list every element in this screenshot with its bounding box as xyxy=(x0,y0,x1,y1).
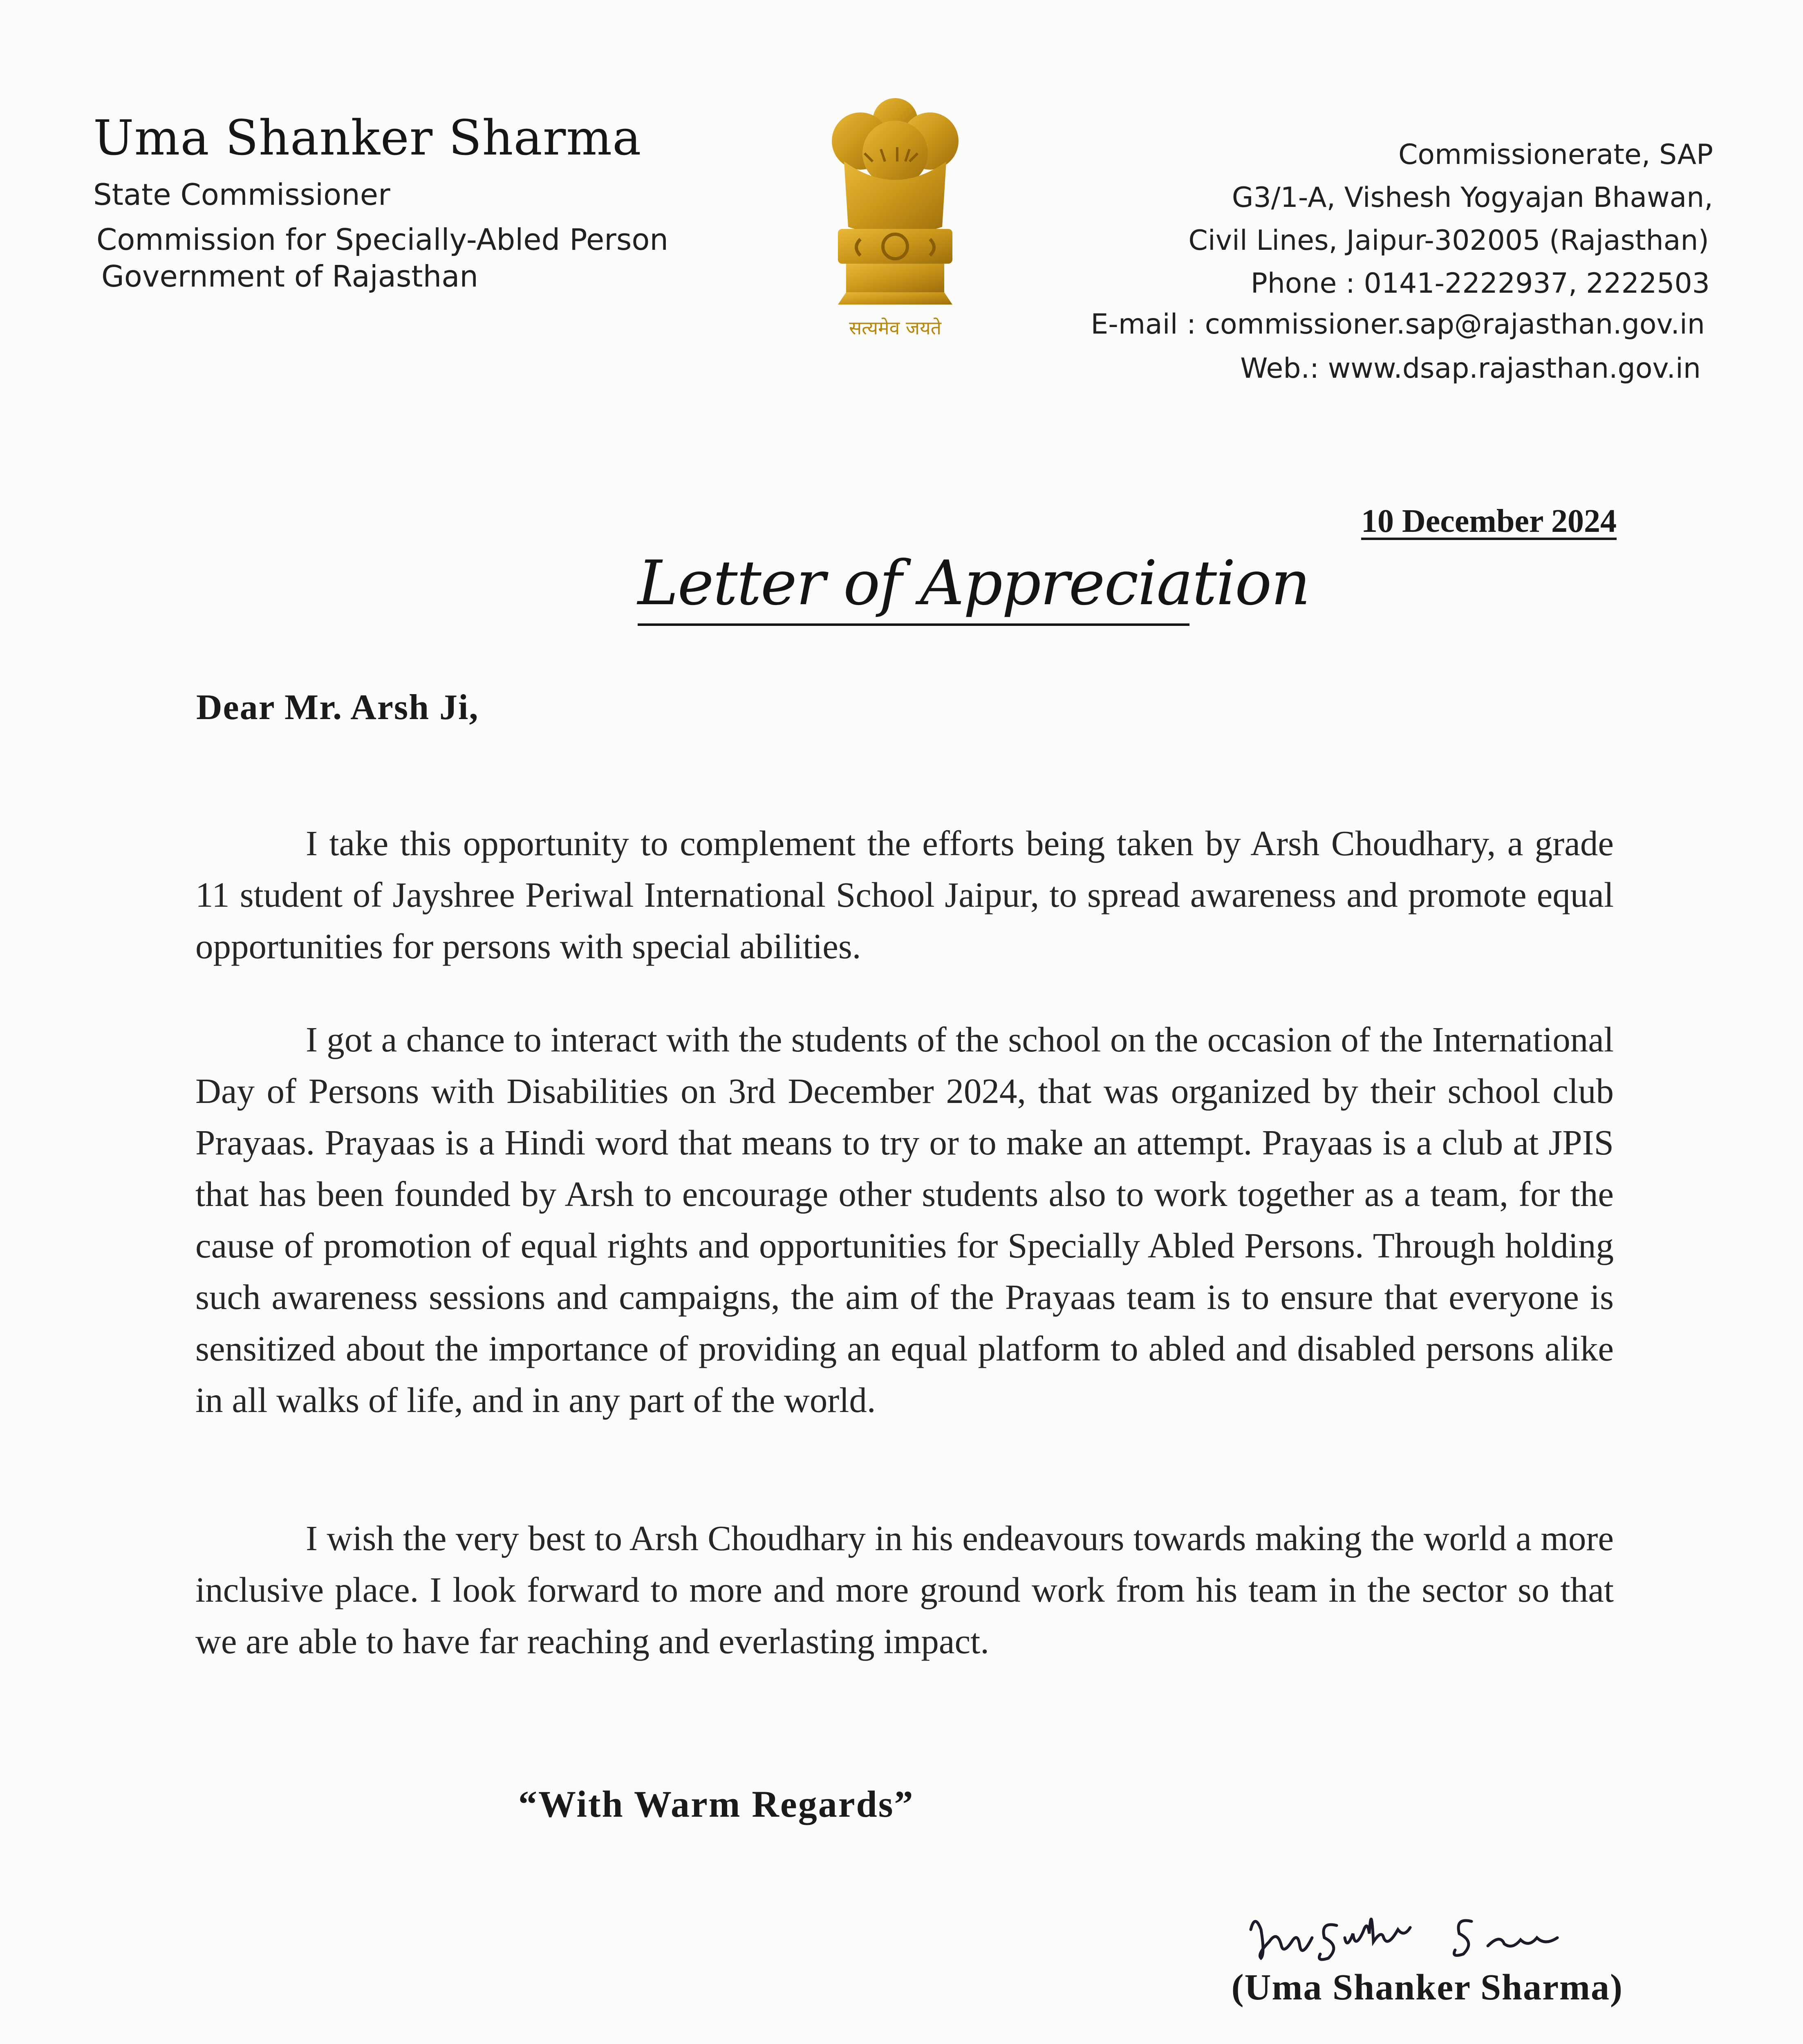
body-paragraph: I got a chance to interact with the students of the school on the occasion of the International Day of Persons with Disabilities on 3rd December 2024, that was organized by their school club Prayaas. Prayaas is a Hindi word that means to try or to make an attempt. Prayaas is a club at JPIS that has been founded by Arsh to encourage other students also to work together as a team, for the cause of promotion of equal rights and opportunities for Specially Abled Persons. Through holding such awareness sessions and campaigns, the aim of the Prayaas team is to ensure that everyone is sensitized about the importance of providing an equal platform to abled and disabled persons alike in all walks of life, and in any part of the world. xyxy=(195,1020,1614,1420)
letter-date: 10 December 2024 xyxy=(1361,503,1617,539)
sender-commission: Commission for Specially-Abled Person xyxy=(96,222,669,257)
sender-name: Uma Shanker Sharma xyxy=(93,110,642,166)
body-paragraph: I wish the very best to Arsh Choudhary in his endeavours towards making the world a more inclusive place. I look forward to more and more ground work from his team in the sector so that we are able to have far reaching and everlasting impact. xyxy=(195,1518,1614,1661)
letter-title: Letter of Appreciation xyxy=(638,548,1310,619)
sender-government: Government of Rajasthan xyxy=(101,259,479,294)
sender-role: State Commissioner xyxy=(93,177,390,212)
closing-regards: “With Warm Regards” xyxy=(518,1783,914,1825)
emblem-motto: सत्यमेव जयते xyxy=(849,317,941,339)
body-paragraph: I take this opportunity to complement the efforts being taken by Arsh Choudhary, a grade 11 student of Jayshree Periwal International School Jaipur, to spread awareness and promote equal opportunities for persons with special abilities. xyxy=(195,823,1614,966)
signatory-name: (Uma Shanker Sharma) xyxy=(1231,1967,1623,2008)
salutation: Dear Mr. Arsh Ji, xyxy=(196,688,479,727)
office-line: Commissionerate, SAP xyxy=(1398,139,1713,171)
national-emblem-icon xyxy=(815,92,975,341)
title-underline xyxy=(638,623,1189,626)
office-email: E-mail : commissioner.sap@rajasthan.gov.in xyxy=(1091,308,1705,341)
office-phone: Phone : 0141-2222937, 2222503 xyxy=(1250,267,1710,300)
office-website: Web.: www.dsap.rajasthan.gov.in xyxy=(1240,352,1701,385)
office-line: Civil Lines, Jaipur-302005 (Rajasthan) xyxy=(1188,224,1709,257)
office-line: G3/1-A, Vishesh Yogyajan Bhawan, xyxy=(1232,182,1713,214)
